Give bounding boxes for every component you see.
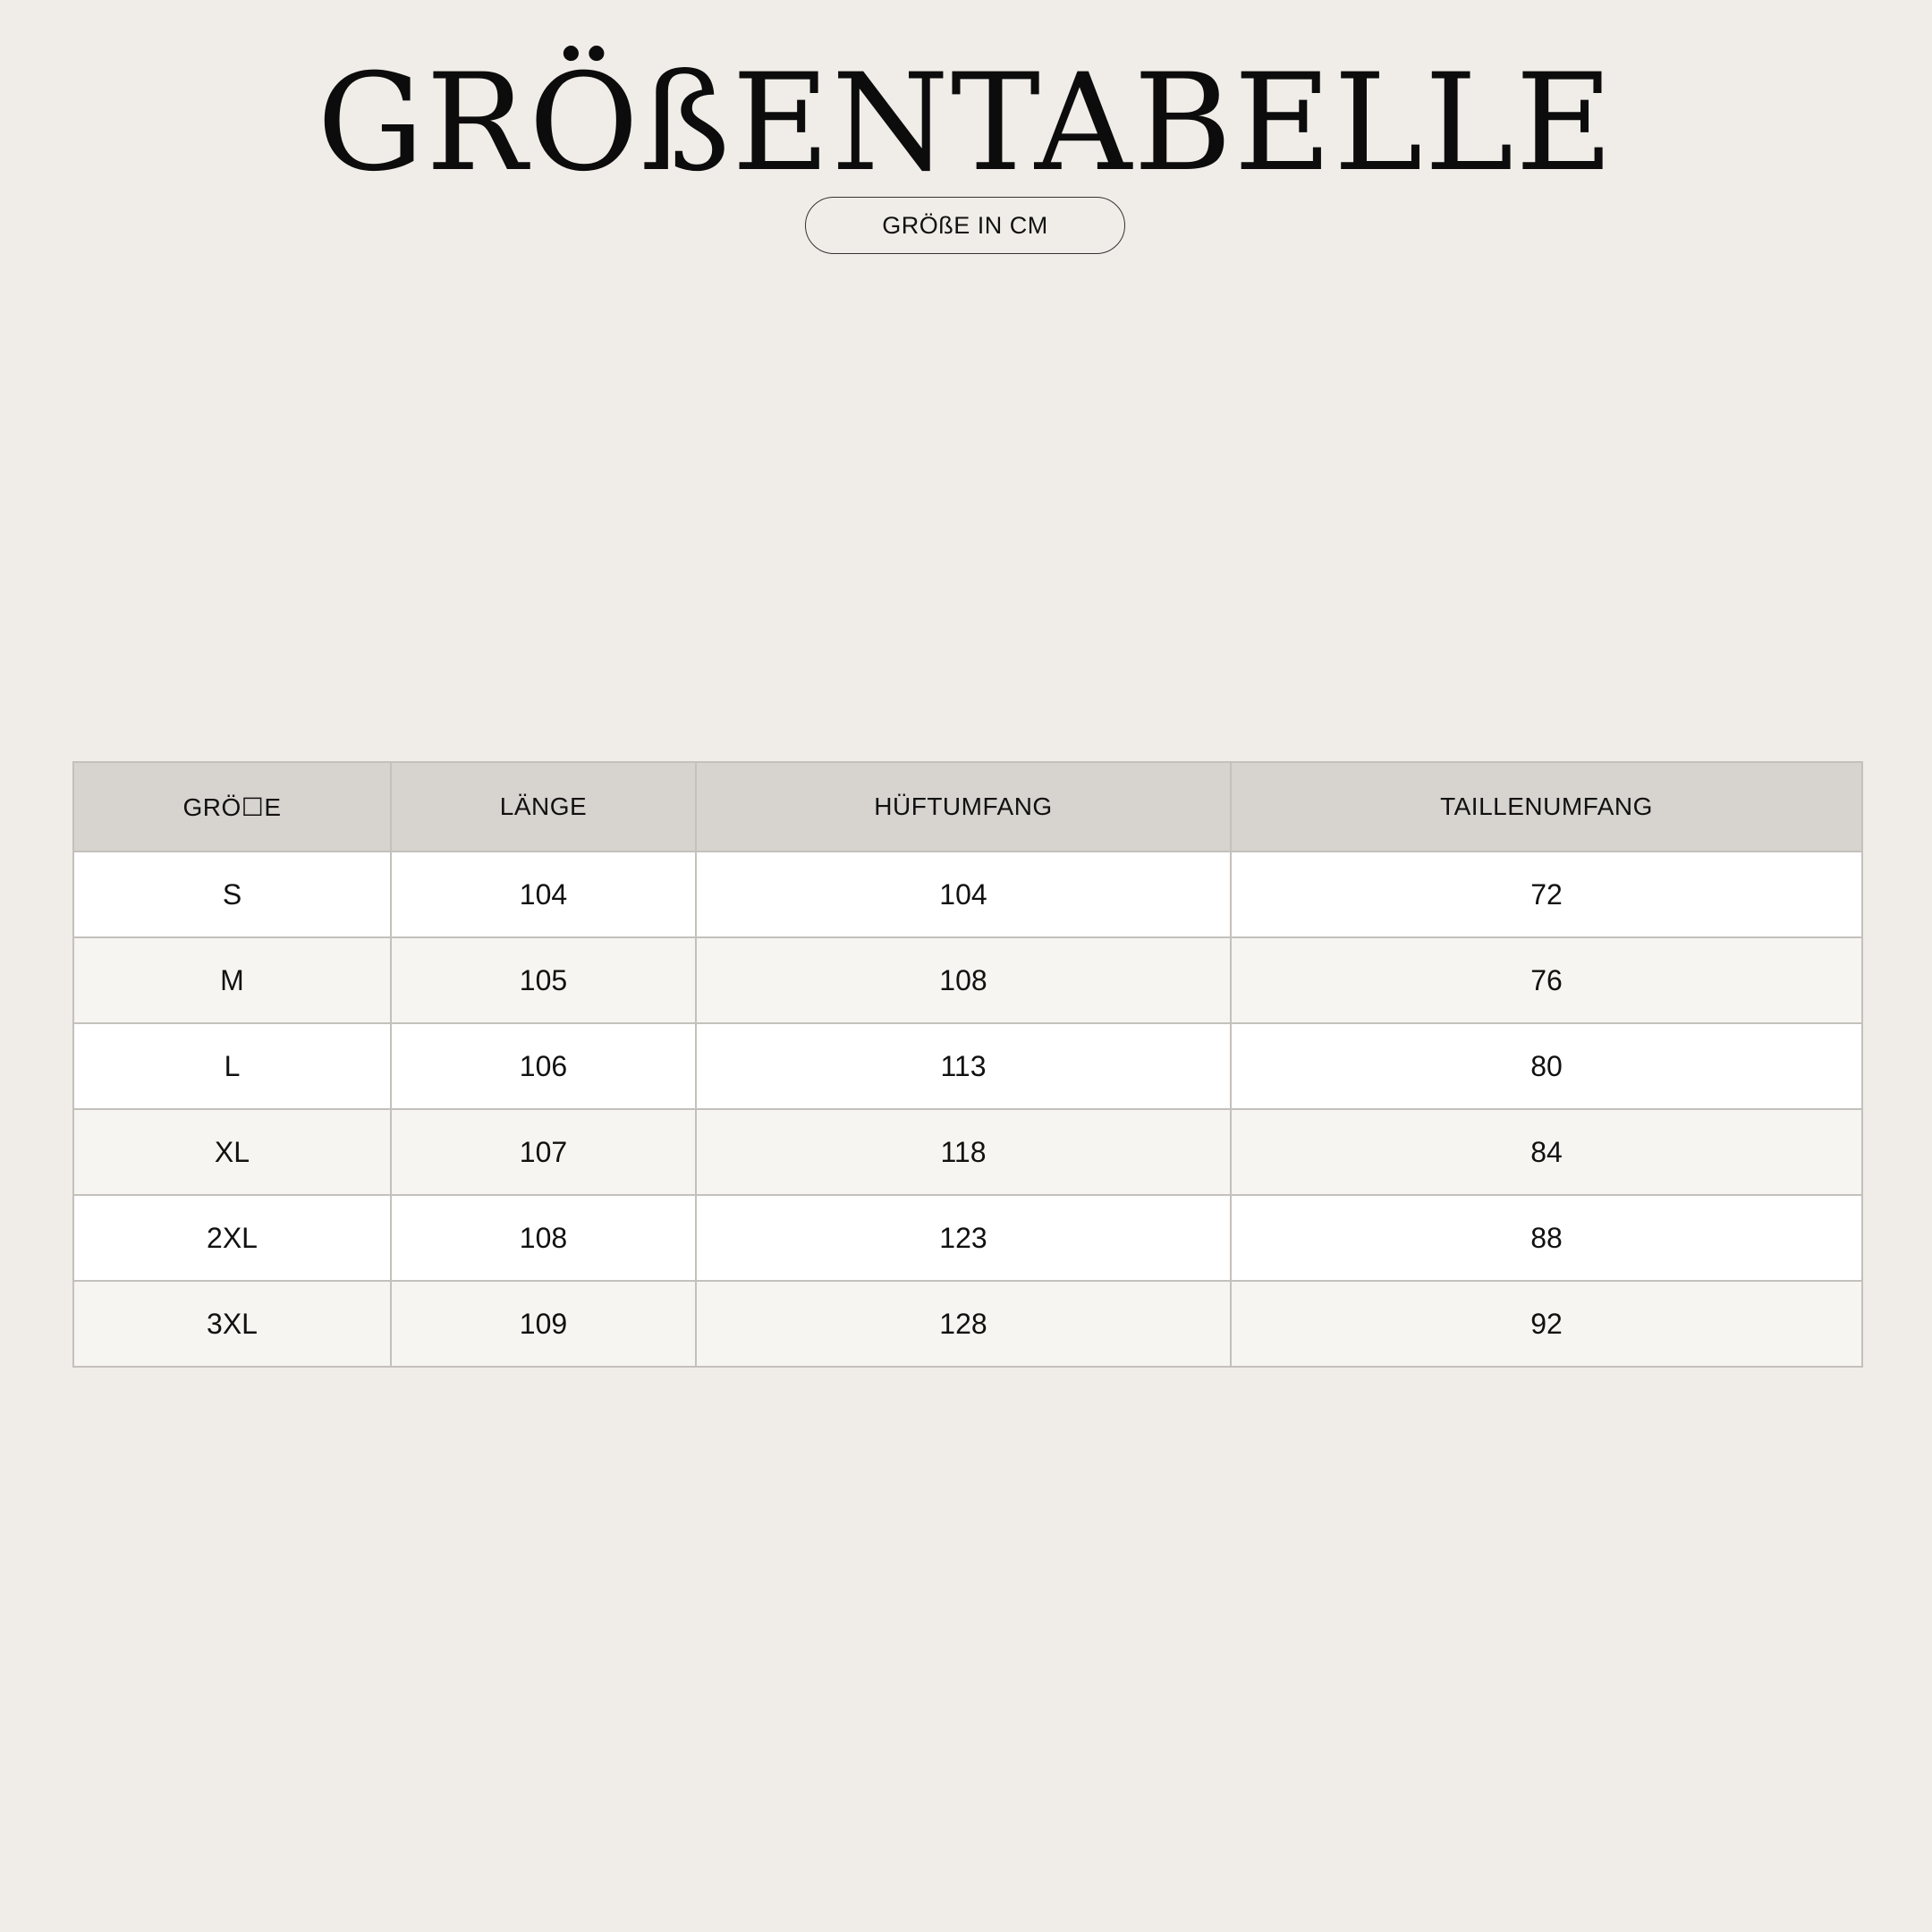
table-row	[73, 937, 1862, 1023]
column-header-length: LÄNGE	[391, 762, 696, 852]
column-header-size: GRÖ☐E	[73, 762, 391, 852]
cell-waist: 80	[1231, 1023, 1862, 1109]
cell-size: S	[73, 852, 391, 937]
table-row	[73, 1281, 1862, 1367]
cell-size: M	[73, 937, 391, 1023]
cell-hip: 128	[696, 1281, 1231, 1367]
cell-waist: 84	[1231, 1109, 1862, 1195]
table-header-row	[73, 762, 1862, 852]
cell-hip: 113	[696, 1023, 1231, 1109]
cell-length: 109	[391, 1281, 696, 1367]
table-row	[73, 1195, 1862, 1281]
table-row	[73, 852, 1862, 937]
cell-hip: 104	[696, 852, 1231, 937]
cell-length: 106	[391, 1023, 696, 1109]
cell-hip: 108	[696, 937, 1231, 1023]
cell-hip: 118	[696, 1109, 1231, 1195]
cell-waist: 88	[1231, 1195, 1862, 1281]
page-title: GRÖßENTABELLE	[317, 46, 1615, 201]
cell-length: 107	[391, 1109, 696, 1195]
cell-size: L	[73, 1023, 391, 1109]
table-row	[73, 1109, 1862, 1195]
cell-hip: 123	[696, 1195, 1231, 1281]
cell-size: 3XL	[73, 1281, 391, 1367]
size-table	[72, 761, 1863, 1368]
size-table-container	[72, 761, 1861, 1368]
table-row	[73, 1023, 1862, 1109]
column-header-waist: TAILLENUMFANG	[1231, 762, 1862, 852]
cell-size: 2XL	[73, 1195, 391, 1281]
cell-length: 108	[391, 1195, 696, 1281]
cell-waist: 76	[1231, 937, 1862, 1023]
column-header-hip: HÜFTUMFANG	[696, 762, 1231, 852]
cell-length: 105	[391, 937, 696, 1023]
cell-waist: 92	[1231, 1281, 1862, 1367]
cell-size: XL	[73, 1109, 391, 1195]
cell-waist: 72	[1231, 852, 1862, 937]
cell-length: 104	[391, 852, 696, 937]
unit-badge: GRÖßE IN CM	[805, 197, 1125, 254]
